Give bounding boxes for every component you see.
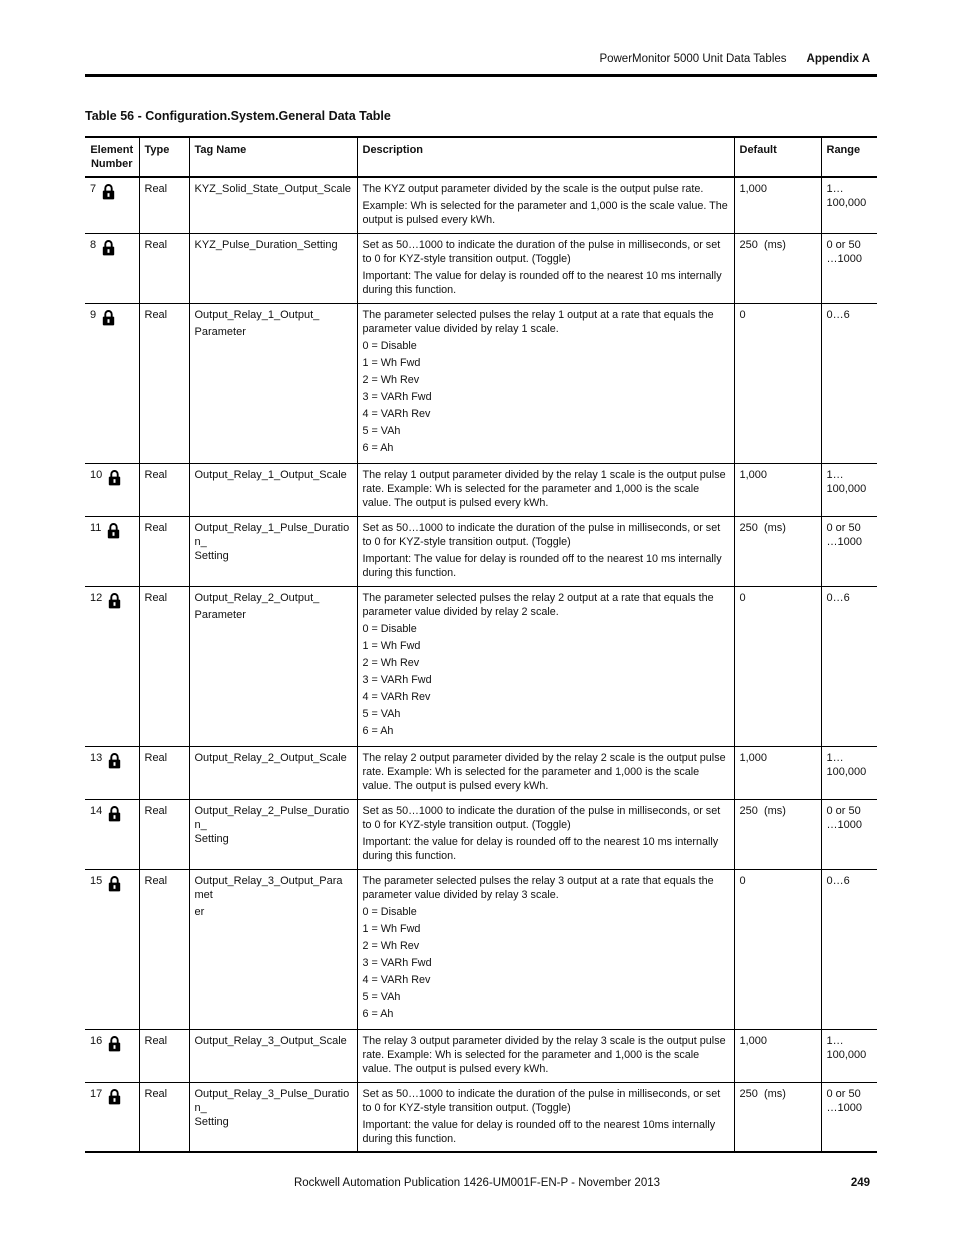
tag-name-line: er [194, 905, 205, 918]
tag-name-cell [189, 463, 357, 516]
range-line: 0…6 [826, 874, 850, 887]
range-cell [821, 1029, 877, 1082]
range-line: 0 or 50 [826, 1087, 861, 1100]
tag-name-line: KYZ_Solid_State_Output_Scale [194, 183, 352, 195]
footer-publication: Rockwell Automation Publication 1426-UM001F-EN-P - November 2013 [293, 1177, 661, 1189]
element-number: 7 [90, 183, 97, 195]
lock-icon [108, 592, 121, 609]
description-text: Important: The value for delay is rounded off to the nearest 10 ms internally during this function. [362, 552, 722, 579]
range-line: 100,000 [826, 765, 867, 778]
element-number-cell [85, 799, 139, 869]
tag-name-line: Output_Relay_2_Output_Scale [194, 751, 347, 764]
col-header-element-number: Element Number [85, 137, 139, 177]
table-row [85, 463, 877, 516]
default-cell: 1,000 [734, 177, 821, 233]
element-number-cell [85, 1082, 139, 1152]
running-header [599, 53, 870, 65]
type-cell: Real [139, 746, 189, 799]
description-text: The parameter selected pulses the relay 1 output at a rate that equals the parameter value divided by relay 1 scale. [362, 308, 714, 335]
tag-name-line: Parameter [194, 608, 246, 621]
element-number: 17 [90, 1087, 103, 1100]
range-cell [821, 1082, 877, 1152]
description-text: Set as 50…1000 to indicate the duration of the pulse in milliseconds, or set to 0 for KYZ-style transition output. (Toggle) [362, 521, 721, 548]
range-cell [821, 586, 877, 746]
range-line: 0 or 50 [826, 521, 861, 534]
element-number-cell [85, 233, 139, 303]
header-rule [85, 74, 877, 77]
description-cell [357, 463, 734, 516]
range-line: 100,000 [826, 482, 867, 495]
tag-name-cell [189, 1082, 357, 1152]
option-value: 3 = VARh Fwd [362, 956, 432, 969]
range-line: 1… [826, 468, 844, 481]
description-cell [357, 303, 734, 463]
table-row [85, 799, 877, 869]
option-value: 0 = Disable [362, 622, 417, 635]
type-cell: Real [139, 1082, 189, 1152]
option-value: 4 = VARh Rev [362, 690, 431, 703]
table-row [85, 869, 877, 1029]
tag-name-cell [189, 1029, 357, 1082]
range-cell [821, 177, 877, 233]
default-cell: 0 [734, 869, 821, 1029]
description-text: The relay 2 output parameter divided by the relay 2 scale is the output pulse rate. Example: Wh is selected for the parameter and 1,000 is the scale value. The output is pulsed every kWh. [362, 751, 726, 792]
option-value: 4 = VARh Rev [362, 973, 431, 986]
table-row [85, 177, 877, 233]
range-line: 1… [826, 751, 844, 764]
range-line: 100,000 [826, 1048, 867, 1061]
tag-name-line: Output_Relay_3_Output_Scale [194, 1034, 347, 1047]
description-cell [357, 233, 734, 303]
header-appendix: Appendix A [806, 53, 870, 65]
description-text: Set as 50…1000 to indicate the duration of the pulse in milliseconds, or set to 0 for KYZ-style transition output. (Toggle) [362, 1087, 721, 1114]
lock-icon [107, 522, 120, 539]
data-table [85, 136, 877, 1153]
page-number: 249 [850, 1177, 870, 1189]
range-cell [821, 233, 877, 303]
type-cell: Real [139, 1029, 189, 1082]
range-line: 100,000 [826, 197, 867, 209]
lock-icon [108, 752, 121, 769]
range-line: …1000 [826, 818, 862, 831]
option-value: 6 = Ah [362, 441, 394, 454]
option-value: 5 = VAh [362, 707, 401, 720]
range-cell [821, 869, 877, 1029]
table-row [85, 1082, 877, 1152]
col-header-tag-name: Tag Name [189, 137, 357, 177]
tag-name-line: Setting [194, 1115, 229, 1128]
table-header-row [85, 137, 877, 177]
type-cell: Real [139, 177, 189, 233]
lock-icon [108, 469, 121, 486]
element-number-cell [85, 463, 139, 516]
element-number: 14 [90, 804, 103, 817]
element-number: 15 [90, 874, 103, 887]
lock-icon [102, 239, 115, 256]
range-line: 0…6 [826, 308, 850, 321]
table-row [85, 303, 877, 463]
element-number-cell [85, 869, 139, 1029]
tag-name-cell [189, 799, 357, 869]
element-number: 12 [90, 591, 103, 604]
default-cell: 1,000 [734, 746, 821, 799]
range-cell [821, 746, 877, 799]
element-number-cell [85, 586, 139, 746]
element-number: 16 [90, 1034, 103, 1047]
type-cell: Real [139, 463, 189, 516]
type-cell: Real [139, 233, 189, 303]
range-cell [821, 463, 877, 516]
range-line: 0 or 50 [826, 238, 861, 251]
description-text: The KYZ output parameter divided by the scale is the output pulse rate. [362, 183, 704, 195]
col-header-range: Range [821, 137, 877, 177]
table-row [85, 1029, 877, 1082]
element-number-cell [85, 516, 139, 586]
range-line: …1000 [826, 535, 862, 548]
element-number: 13 [90, 751, 103, 764]
default-cell: 0 [734, 586, 821, 746]
lock-icon [102, 183, 115, 200]
description-text: The parameter selected pulses the relay 3 output at a rate that equals the parameter value divided by relay 3 scale. [362, 874, 714, 901]
lock-icon [108, 1088, 121, 1105]
description-cell [357, 869, 734, 1029]
tag-name-line: Output_Relay_1_Output_Scale [194, 468, 347, 481]
tag-name-cell [189, 177, 357, 233]
col-header-type: Type [139, 137, 189, 177]
description-cell [357, 746, 734, 799]
description-cell [357, 177, 734, 233]
lock-icon [108, 875, 121, 892]
element-number-cell [85, 746, 139, 799]
option-value: 3 = VARh Fwd [362, 390, 432, 403]
range-cell [821, 799, 877, 869]
range-line: 1… [826, 183, 844, 195]
element-number: 11 [90, 521, 102, 534]
option-value: 6 = Ah [362, 1007, 394, 1020]
description-text: Set as 50…1000 to indicate the duration of the pulse in milliseconds, or set to 0 for KYZ-style transition output. (Toggle) [362, 804, 721, 831]
tag-name-line: KYZ_Pulse_Duration_Setting [194, 238, 338, 251]
range-cell [821, 303, 877, 463]
default-cell: 250 (ms) [734, 516, 821, 586]
description-text: The parameter selected pulses the relay 2 output at a rate that equals the parameter value divided by relay 2 scale. [362, 591, 714, 618]
col-header-description: Description [357, 137, 734, 177]
option-value: 2 = Wh Rev [362, 656, 420, 669]
option-value: 2 = Wh Rev [362, 373, 420, 386]
option-value: 1 = Wh Fwd [362, 639, 421, 652]
tag-name-cell [189, 303, 357, 463]
table-row [85, 233, 877, 303]
description-text: Important: the value for delay is rounded off to the nearest 10ms internally during this function. [362, 1118, 716, 1145]
option-value: 5 = VAh [362, 424, 401, 437]
lock-icon [108, 805, 121, 822]
description-cell [357, 1029, 734, 1082]
element-number: 9 [90, 308, 97, 321]
range-line: 0…6 [826, 591, 850, 604]
element-number: 8 [90, 238, 97, 251]
type-cell: Real [139, 303, 189, 463]
default-cell: 250 (ms) [734, 799, 821, 869]
tag-name-cell [189, 869, 357, 1029]
tag-name-line: Setting [194, 549, 229, 562]
option-value: 1 = Wh Fwd [362, 922, 421, 935]
tag-name-cell [189, 233, 357, 303]
default-cell: 0 [734, 303, 821, 463]
description-cell [357, 1082, 734, 1152]
default-cell: 1,000 [734, 1029, 821, 1082]
element-number-cell [85, 1029, 139, 1082]
element-number-cell [85, 303, 139, 463]
lock-icon [108, 1035, 121, 1052]
description-text: The relay 1 output parameter divided by the relay 1 scale is the output pulse rate. Example: Wh is selected for the parameter and 1,000 is the scale value. The output is pulsed every kWh. [362, 468, 726, 509]
range-line: 1… [826, 1034, 844, 1047]
col-header-default: Default [734, 137, 821, 177]
table-body [85, 177, 877, 1152]
tag-name-line: Output_Relay_1_Output_ [194, 308, 320, 321]
range-line: …1000 [826, 252, 862, 265]
default-cell: 250 (ms) [734, 233, 821, 303]
tag-name-line: Parameter [194, 325, 246, 338]
description-cell [357, 799, 734, 869]
description-cell [357, 516, 734, 586]
option-value: 3 = VARh Fwd [362, 673, 432, 686]
type-cell: Real [139, 516, 189, 586]
element-number: 10 [90, 468, 103, 481]
tag-name-line: Output_Relay_3_Pulse_Duration_ [194, 1087, 350, 1114]
range-line: 0 or 50 [826, 804, 861, 817]
tag-name-cell [189, 746, 357, 799]
lock-icon [102, 309, 115, 326]
option-value: 2 = Wh Rev [362, 939, 420, 952]
default-cell: 250 (ms) [734, 1082, 821, 1152]
element-number-cell [85, 177, 139, 233]
type-cell: Real [139, 799, 189, 869]
tag-name-line: Output_Relay_2_Pulse_Duration_ [194, 804, 350, 831]
range-line: …1000 [826, 1101, 862, 1114]
description-text: Set as 50…1000 to indicate the duration of the pulse in milliseconds, or set to 0 for KYZ-style transition output. (Toggle) [362, 238, 721, 265]
header-section-title: PowerMonitor 5000 Unit Data Tables [599, 53, 787, 65]
option-value: 1 = Wh Fwd [362, 356, 421, 369]
option-value: 0 = Disable [362, 905, 417, 918]
type-cell: Real [139, 869, 189, 1029]
range-cell [821, 516, 877, 586]
option-value: 6 = Ah [362, 724, 394, 737]
description-text: Example: Wh is selected for the parameter and 1,000 is the scale value. The output is pulsed every kWh. [362, 200, 728, 226]
tag-name-cell [189, 586, 357, 746]
default-cell: 1,000 [734, 463, 821, 516]
table-caption: Table 56 - Configuration.System.General Data Table [85, 109, 391, 123]
option-value: 4 = VARh Rev [362, 407, 431, 420]
table-row [85, 746, 877, 799]
option-value: 5 = VAh [362, 990, 401, 1003]
table-row [85, 586, 877, 746]
description-text: Important: the value for delay is rounded off to the nearest 10 ms internally during this function. [362, 835, 719, 862]
tag-name-cell [189, 516, 357, 586]
option-value: 0 = Disable [362, 339, 417, 352]
type-cell: Real [139, 586, 189, 746]
table-row [85, 516, 877, 586]
tag-name-line: Setting [194, 832, 229, 845]
description-text: Important: The value for delay is rounded off to the nearest 10 ms internally during this function. [362, 269, 722, 296]
tag-name-line: Output_Relay_2_Output_ [194, 591, 320, 604]
tag-name-line: Output_Relay_3_Output_Paramet [194, 874, 343, 901]
description-text: The relay 3 output parameter divided by the relay 3 scale is the output pulse rate. Example: Wh is selected for the parameter and 1,000 is the scale value. The output is pulsed every kWh. [362, 1034, 726, 1075]
description-cell [357, 586, 734, 746]
tag-name-line: Output_Relay_1_Pulse_Duration_ [194, 521, 350, 548]
